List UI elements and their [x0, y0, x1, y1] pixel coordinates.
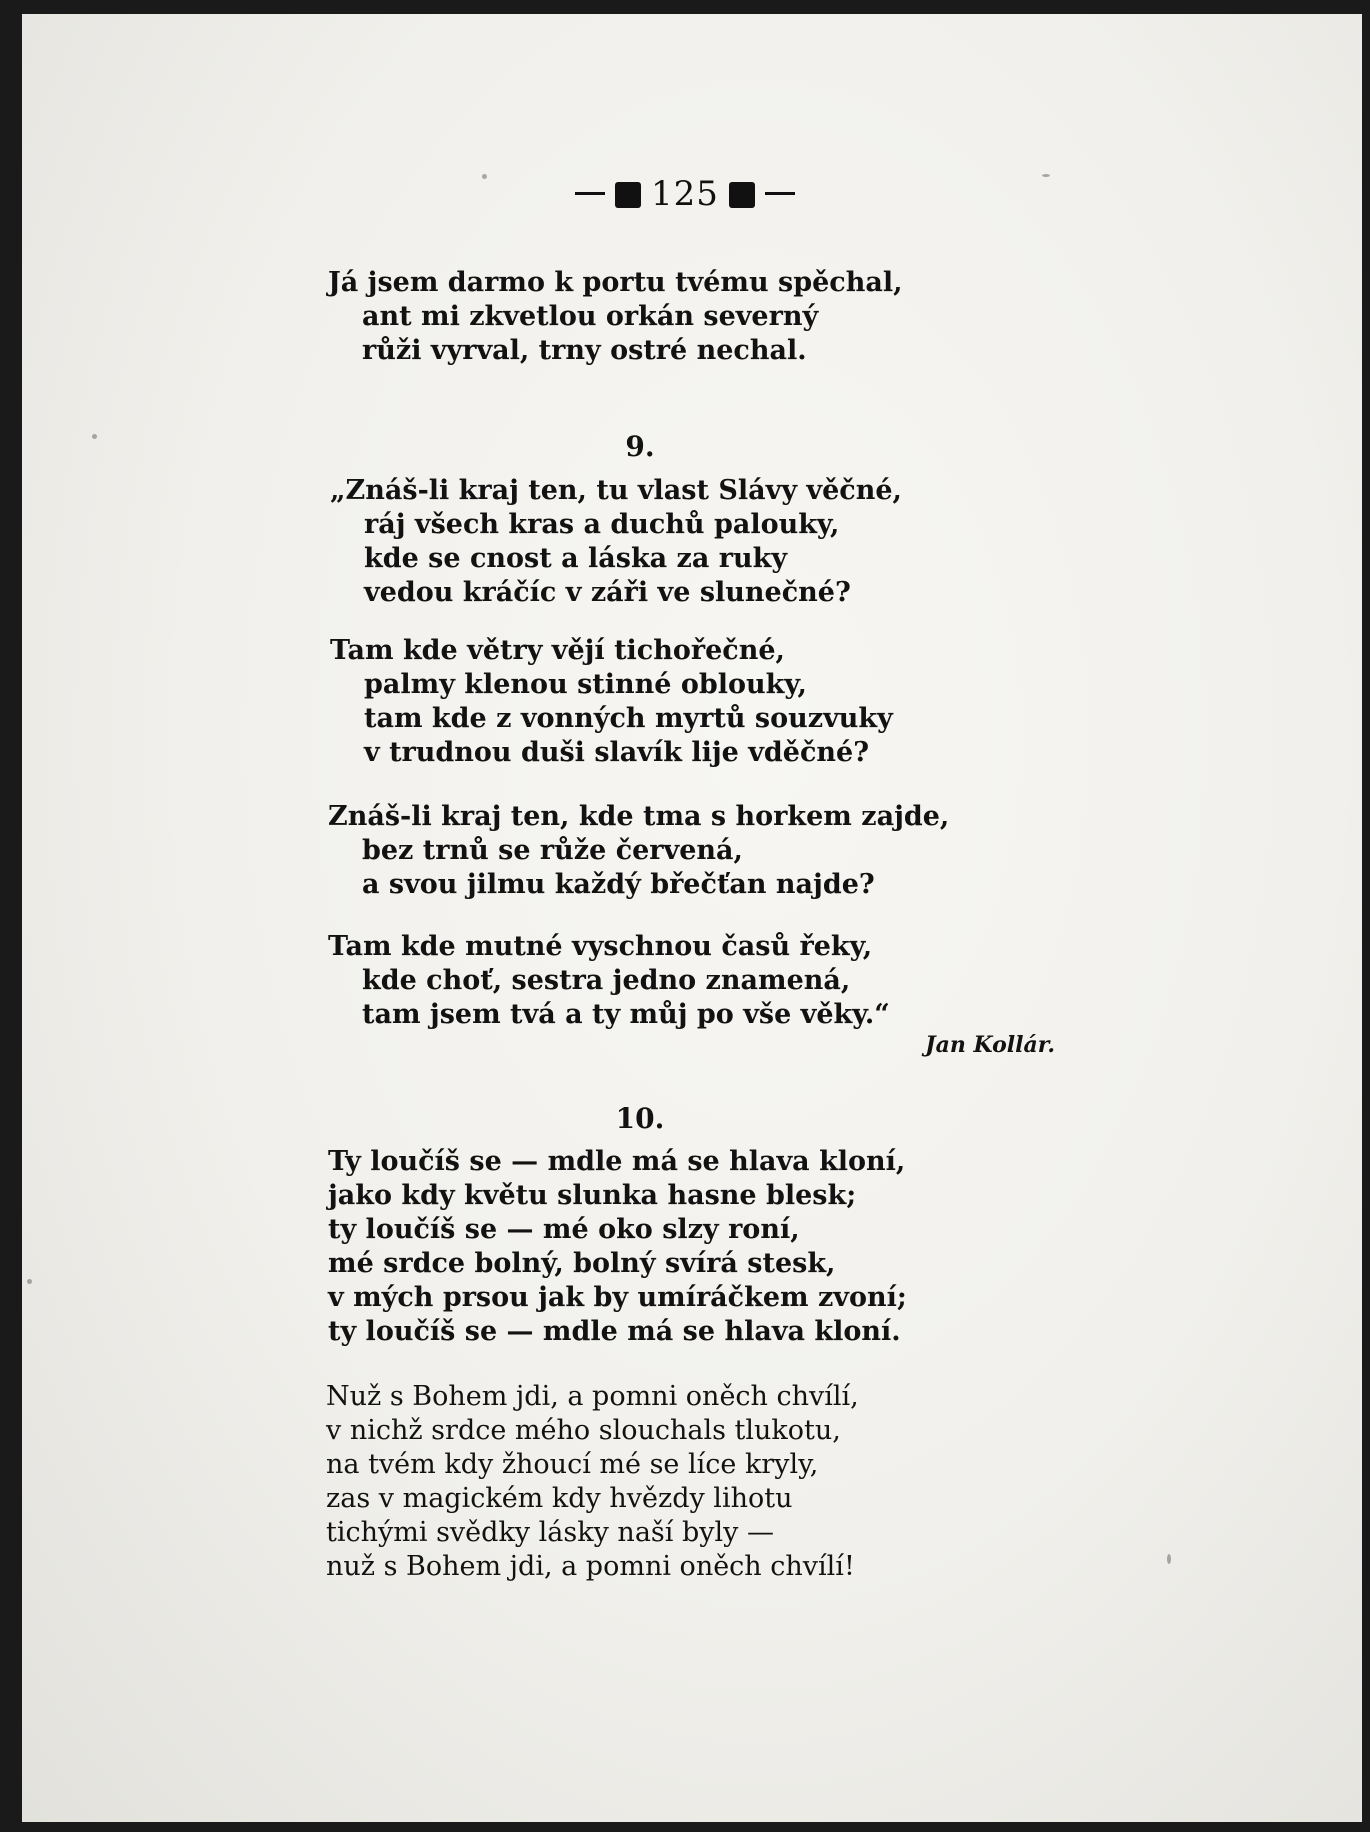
- verse-line: na tvém kdy žhoucí mé se líce kryly,: [326, 1449, 819, 1480]
- speck: [1167, 1554, 1171, 1564]
- verse-line: ty loučíš se — mé oko slzy roní,: [328, 1214, 800, 1245]
- poem-9-stanza-3: [328, 800, 949, 902]
- verse-line: palmy klenou stinné oblouky,: [364, 669, 807, 700]
- header-rule-left: [575, 192, 605, 195]
- verse-line: Nuž s Bohem jdi, a pomni oněch chvílí,: [326, 1381, 859, 1412]
- verse-line: Ty loučíš se — mdle má se hlava kloní,: [328, 1146, 906, 1177]
- header-rule-right: [765, 192, 795, 195]
- page-number: 125: [651, 174, 719, 214]
- verse-line: „Znáš-li kraj ten, tu vlast Slávy věčné,: [330, 475, 902, 506]
- intro-stanza: [328, 266, 903, 368]
- verse-line: tam kde z vonných myrtů souzvuky: [364, 703, 893, 734]
- verse-line: Tam kde větry vějí tichořečné,: [330, 635, 785, 666]
- verse-line: bez trnů se růže červená,: [362, 835, 743, 866]
- poem-9-stanza-4: [328, 930, 890, 1032]
- verse-line: kde se cnost a láska za ruky: [364, 543, 788, 574]
- verse-line: Znáš-li kraj ten, kde tma s horkem zajde,: [328, 801, 950, 832]
- verse-line: Tam kde mutné vyschnou časů řeky,: [328, 931, 873, 962]
- verse-line: Já jsem darmo k portu tvému spěchal,: [328, 267, 903, 298]
- speck: [27, 1279, 32, 1284]
- verse-line: kde choť, sestra jedno znamená,: [362, 965, 851, 996]
- verse-line: ty loučíš se — mdle má se hlava kloní.: [328, 1316, 901, 1347]
- verse-line: tam jsem tvá a ty můj po vše věky.“: [362, 999, 890, 1030]
- author-attribution: Jan Kollár.: [925, 1032, 1055, 1058]
- flourish-ornament-icon: [729, 182, 755, 208]
- poem-number: 9.: [625, 430, 655, 463]
- verse-line: mé srdce bolný, bolný svírá stesk,: [328, 1248, 836, 1279]
- page-header: [0, 174, 1370, 214]
- verse-line: ráj všech kras a duchů palouky,: [364, 509, 840, 540]
- poem-9-stanza-2: [330, 634, 893, 770]
- verse-line: zas v magickém kdy hvězdy lihotu: [326, 1483, 793, 1514]
- verse-line: jako kdy květu slunka hasne blesk;: [328, 1180, 857, 1211]
- verse-line: růži vyrval, trny ostré nechal.: [362, 335, 807, 366]
- verse-line: tichými svědky lásky naší byly —: [326, 1517, 774, 1548]
- verse-line: v mých prsou jak by umíráčkem zvoní;: [328, 1282, 907, 1313]
- poem-10-stanza-1: [328, 1145, 907, 1349]
- poem-10-stanza-2: [326, 1380, 859, 1584]
- poem-number: 10.: [615, 1102, 665, 1135]
- verse-line: nuž s Bohem jdi, a pomni oněch chvílí!: [326, 1551, 855, 1582]
- flourish-ornament-icon: [615, 182, 641, 208]
- verse-line: a svou jilmu každý břečťan najde?: [362, 869, 875, 900]
- poem-9-stanza-1: [330, 474, 902, 610]
- verse-line: v nichž srdce mého slouchals tlukotu,: [326, 1415, 841, 1446]
- verse-line: ant mi zkvetlou orkán severný: [362, 301, 819, 332]
- verse-line: v trudnou duši slavík lije vděčné?: [364, 737, 870, 768]
- verse-line: vedou kráčíc v záři ve slunečné?: [364, 577, 851, 608]
